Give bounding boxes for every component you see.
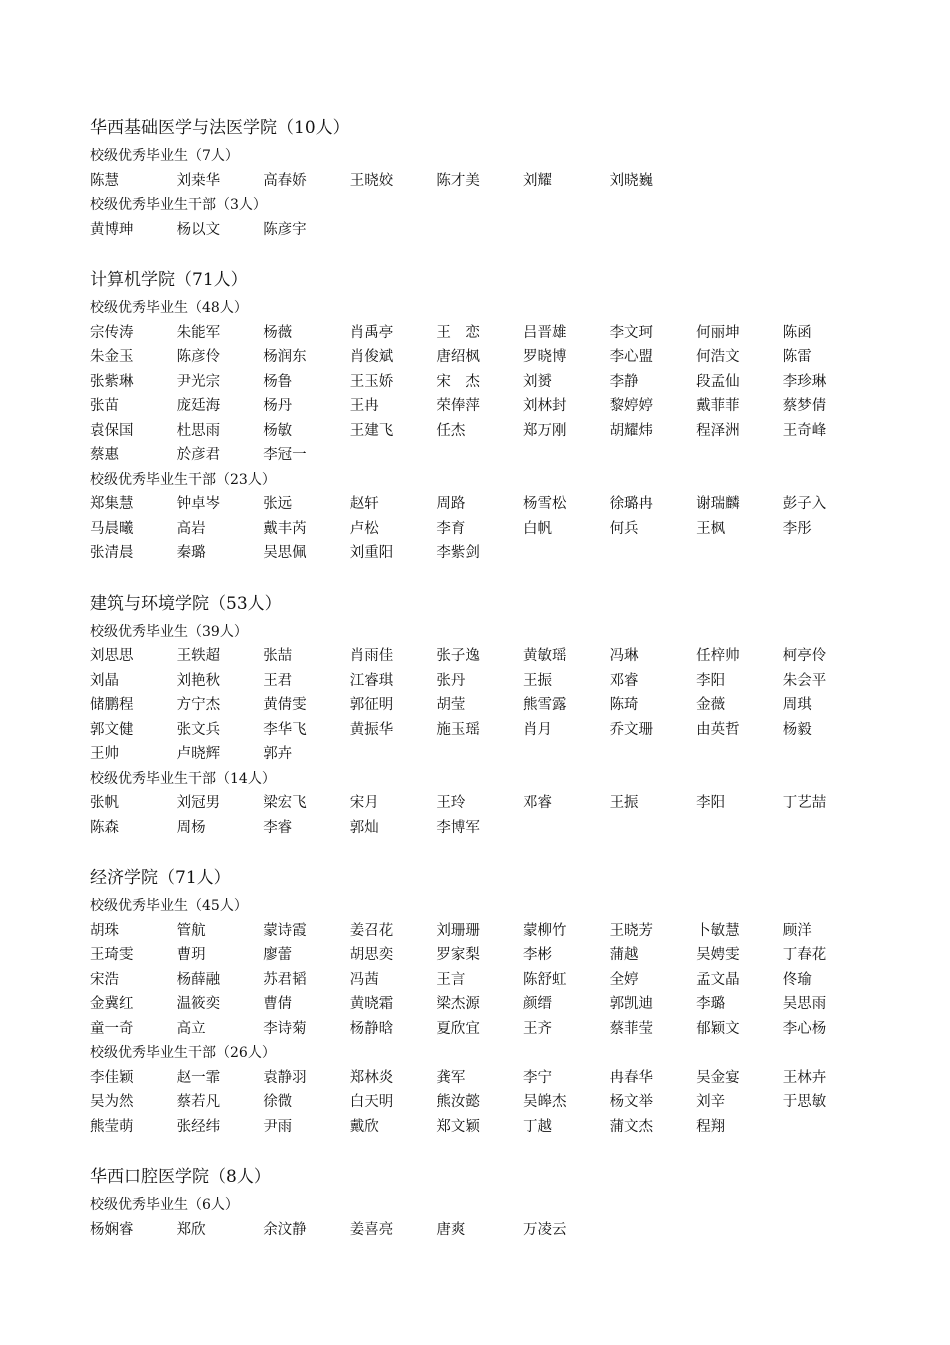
student-name: 杨静晗 (349, 1020, 394, 1037)
student-name: 黄敏瑶 (522, 648, 567, 664)
student-name: 段孟仙 (696, 373, 740, 390)
student-name: 胡珠 (90, 922, 119, 939)
student-name: 黄振华 (349, 721, 394, 738)
student-name: 朱能军 (176, 324, 221, 341)
student-name: 白天明 (349, 1094, 394, 1110)
category-title: 校级优秀毕业生（39人） (90, 623, 248, 640)
name-list (90, 644, 870, 767)
student-name: 高春娇 (263, 172, 307, 189)
college-section (90, 112, 870, 242)
student-name: 蒲文杰 (609, 1118, 654, 1135)
student-name: 卜敏慧 (696, 922, 740, 939)
student-name: 刘桒华 (176, 172, 221, 189)
student-name: 李静 (609, 373, 639, 390)
student-name: 肖俊斌 (349, 349, 394, 365)
student-name: 王林卉 (782, 1069, 827, 1086)
student-name: 佟瑜 (782, 971, 812, 988)
category-title: 校级优秀毕业生（45人） (90, 898, 248, 914)
student-name: 胡耀炜 (609, 422, 654, 439)
student-name: 何浩文 (696, 349, 740, 365)
student-name: 程翔 (696, 1118, 726, 1135)
student-name: 孟文晶 (696, 971, 740, 988)
student-name: 龚军 (436, 1069, 466, 1086)
student-name: 李紫剑 (436, 545, 480, 561)
student-name: 王琦雯 (90, 947, 134, 963)
student-name: 蔡菲莹 (609, 1020, 654, 1037)
student-name: 荣俸萍 (436, 398, 480, 414)
student-name: 王振 (522, 672, 552, 689)
student-name: 陈琦 (609, 697, 639, 713)
student-name: 宋浩 (90, 971, 119, 988)
student-name: 白帆 (522, 520, 552, 537)
student-name: 杨以文 (176, 221, 221, 238)
student-name: 刘辛 (696, 1094, 726, 1110)
student-name: 李文珂 (609, 324, 654, 341)
student-name: 陈才美 (436, 172, 480, 189)
student-name: 梁宏飞 (263, 795, 307, 811)
student-name: 熊汝懿 (436, 1094, 480, 1110)
name-list (90, 169, 870, 194)
student-name: 张苗 (90, 398, 119, 414)
student-name: 李诗菊 (263, 1020, 307, 1037)
student-name: 王振 (609, 795, 639, 811)
student-name: 郑林炎 (349, 1069, 394, 1086)
student-name: 陈森 (90, 819, 119, 836)
student-name: 王玉娇 (349, 373, 394, 390)
student-name: 王晓姣 (349, 172, 394, 189)
student-name: 张帆 (90, 795, 119, 811)
student-name: 何兵 (609, 520, 639, 537)
student-name: 马晨曦 (90, 520, 134, 537)
category-title: 校级优秀毕业生（6人） (90, 1197, 239, 1213)
student-name: 李冠一 (263, 447, 307, 463)
student-name: 吴娉雯 (696, 947, 740, 963)
student-name: 乔文珊 (609, 721, 654, 738)
student-name: 罗家梨 (436, 947, 480, 963)
student-name: 丁春花 (782, 947, 827, 963)
student-name: 刘晶 (90, 672, 119, 689)
student-name: 颜缙 (522, 996, 552, 1012)
student-name: 郭征明 (349, 697, 394, 713)
student-name: 张丹 (436, 672, 466, 689)
student-name: 刘思思 (90, 648, 134, 664)
student-name: 尹光宗 (176, 373, 221, 390)
student-name: 邓睿 (522, 795, 552, 811)
document-body (90, 112, 870, 1264)
student-name: 余汶静 (263, 1221, 307, 1238)
college-section (90, 588, 870, 841)
student-name: 陈舒虹 (522, 971, 567, 988)
student-name: 吴皞杰 (522, 1094, 567, 1110)
student-name: 黄博珅 (90, 221, 134, 238)
student-name: 全婷 (609, 971, 639, 988)
student-name: 王言 (436, 971, 466, 988)
student-name: 丁艺喆 (782, 795, 827, 811)
student-name: 赵轩 (349, 496, 379, 512)
student-name: 郭凯迪 (609, 996, 654, 1012)
student-name: 王君 (263, 672, 293, 689)
student-name: 冉春华 (609, 1069, 654, 1086)
student-name: 戴欣 (349, 1118, 379, 1135)
category-title: 校级优秀毕业生干部（14人） (90, 770, 276, 787)
student-name: 王冉 (349, 398, 379, 414)
student-name: 李彬 (522, 947, 552, 963)
category-title: 校级优秀毕业生干部（23人） (90, 471, 276, 488)
student-name: 蒙诗霞 (263, 922, 307, 939)
student-name: 蔡梦倩 (782, 398, 827, 414)
college-title: 华西基础医学与法医学院（10人） (90, 118, 350, 138)
student-name: 蒙柳竹 (522, 922, 567, 939)
student-name: 蔡若凡 (176, 1094, 221, 1110)
student-name: 施玉瑶 (436, 721, 480, 738)
student-name: 程泽洲 (696, 422, 740, 439)
student-name: 王轶超 (176, 648, 221, 664)
name-list (90, 218, 870, 243)
student-name: 郑文颖 (436, 1118, 480, 1135)
student-name: 张清晨 (90, 545, 134, 561)
student-name: 李宁 (522, 1069, 552, 1086)
student-name: 王晓芳 (609, 922, 654, 939)
college-title: 计算机学院（71人） (90, 270, 248, 290)
student-name: 曹玥 (176, 947, 206, 963)
student-name: 黄倩雯 (263, 697, 307, 713)
student-name: 曹倩 (263, 996, 293, 1012)
name-list (90, 919, 870, 1042)
student-name: 刘重阳 (349, 545, 394, 561)
student-name: 王建飞 (349, 422, 394, 439)
college-section (90, 862, 870, 1139)
student-name: 金冀红 (90, 996, 134, 1012)
student-name: 袁保国 (90, 422, 134, 439)
student-name: 陈雷 (782, 349, 812, 365)
student-name: 任杰 (436, 422, 466, 439)
student-name: 由英哲 (696, 721, 740, 738)
student-name: 姜召花 (349, 922, 394, 939)
student-name: 吴为然 (90, 1094, 134, 1110)
student-name: 陈慧 (90, 172, 119, 189)
student-name: 万凌云 (522, 1221, 567, 1238)
student-name: 李珍琳 (782, 373, 827, 390)
student-name: 朱会平 (782, 672, 827, 689)
student-name: 宋 杰 (436, 373, 480, 390)
student-name: 张喆 (263, 648, 293, 664)
student-name: 李睿 (263, 819, 293, 836)
student-name: 李璐 (696, 996, 726, 1012)
student-name: 唐绍枫 (436, 349, 480, 365)
name-list (90, 1066, 870, 1140)
student-name: 刘艳秋 (176, 672, 221, 689)
student-name: 张子逸 (436, 648, 480, 664)
student-name: 钟卓岑 (176, 496, 221, 512)
student-name: 郑集慧 (90, 496, 134, 512)
student-name: 杨鲁 (263, 373, 293, 390)
student-name: 柯亭伶 (782, 648, 827, 664)
student-name: 周路 (436, 496, 466, 512)
student-name: 吴思佩 (263, 545, 307, 561)
student-name: 李心盟 (609, 349, 654, 365)
student-name: 卢晓辉 (176, 746, 221, 762)
student-name: 宋月 (349, 795, 379, 811)
student-name: 李彤 (782, 520, 812, 537)
student-name: 郭卉 (263, 746, 293, 762)
student-name: 邓睿 (609, 672, 639, 689)
student-name: 陈彦宇 (263, 221, 307, 238)
student-name: 吴金宴 (696, 1069, 740, 1086)
student-name: 廖蕾 (263, 947, 293, 963)
student-name: 肖雨佳 (349, 648, 394, 664)
student-name: 刘冠男 (176, 795, 221, 811)
student-name: 胡思奕 (349, 947, 394, 963)
student-name: 杨丹 (263, 398, 293, 414)
student-name: 任梓帅 (696, 648, 740, 664)
student-name: 黄晓霜 (349, 996, 394, 1012)
student-name: 杨雪松 (522, 496, 567, 512)
student-name: 夏欣宜 (436, 1020, 480, 1037)
category-title: 校级优秀毕业生干部（3人） (90, 197, 267, 213)
student-name: 宗传涛 (90, 324, 134, 341)
college-section (90, 1161, 870, 1242)
student-name: 蒲越 (609, 947, 639, 963)
student-name: 彭子入 (782, 496, 827, 512)
student-name: 方宁杰 (176, 697, 221, 713)
category-title: 校级优秀毕业生（7人） (90, 148, 239, 164)
student-name: 姜喜亮 (349, 1221, 394, 1238)
student-name: 杨薛融 (176, 971, 221, 988)
student-name: 袁静羽 (263, 1069, 307, 1086)
student-name: 黎婷婷 (609, 398, 654, 414)
student-name: 张经纬 (176, 1118, 221, 1135)
student-name: 王玲 (436, 795, 466, 811)
student-name: 李心杨 (782, 1020, 827, 1037)
student-name: 江睿琪 (349, 672, 394, 689)
student-name: 温筱奕 (176, 996, 221, 1012)
student-name: 刘珊珊 (436, 922, 480, 939)
student-name: 谢瑞麟 (696, 496, 740, 512)
student-name: 张紫琳 (90, 373, 134, 390)
student-name: 何丽坤 (696, 324, 740, 341)
name-list (90, 492, 870, 566)
student-name: 朱金玉 (90, 349, 134, 365)
student-name: 蔡惠 (90, 447, 119, 463)
student-name: 张远 (263, 496, 293, 512)
student-name: 戴丰芮 (263, 520, 307, 537)
name-list (90, 1218, 870, 1243)
student-name: 郑万刚 (522, 422, 567, 439)
student-name: 王奇峰 (782, 422, 827, 439)
college-title: 华西口腔医学院（8人） (90, 1167, 271, 1187)
name-list (90, 321, 870, 468)
student-name: 郭灿 (349, 819, 379, 836)
student-name: 高岩 (176, 520, 206, 537)
student-name: 庞廷海 (176, 398, 221, 414)
student-name: 陈函 (782, 324, 812, 341)
category-title: 校级优秀毕业生干部（26人） (90, 1045, 276, 1061)
student-name: 储鹏程 (90, 697, 134, 713)
college-section (90, 264, 870, 566)
student-name: 冯茜 (349, 971, 379, 988)
student-name: 刘耀 (522, 172, 552, 189)
student-name: 熊莹萌 (90, 1118, 134, 1135)
student-name: 郑欣 (176, 1221, 206, 1238)
student-name: 郁颖文 (696, 1020, 740, 1037)
student-name: 李育 (436, 520, 466, 537)
student-name: 丁越 (522, 1118, 552, 1135)
student-name: 肖月 (522, 721, 552, 738)
category-title: 校级优秀毕业生（48人） (90, 300, 248, 316)
student-name: 刘林封 (522, 398, 567, 414)
student-name: 郭文健 (90, 721, 134, 738)
student-name: 金薇 (696, 697, 726, 713)
student-name: 赵一霏 (176, 1069, 221, 1086)
student-name: 於彦君 (176, 447, 221, 463)
student-name: 杨娴睿 (90, 1221, 134, 1238)
student-name: 罗晓博 (522, 349, 567, 365)
student-name: 徐璐冉 (609, 496, 654, 512)
student-name: 顾洋 (782, 922, 812, 939)
student-name: 秦璐 (176, 545, 206, 561)
student-name: 王帅 (90, 746, 119, 762)
student-name: 李阳 (696, 795, 726, 811)
student-name: 杨敏 (263, 422, 293, 439)
college-title: 经济学院（71人） (90, 868, 231, 888)
student-name: 唐爽 (436, 1221, 466, 1238)
student-name: 熊雪露 (522, 697, 567, 713)
student-name: 李博军 (436, 819, 480, 836)
college-title: 建筑与环境学院（53人） (90, 593, 282, 614)
student-name: 尹雨 (263, 1118, 293, 1135)
student-name: 周琪 (782, 697, 812, 713)
student-name: 杨薇 (263, 324, 293, 341)
student-name: 卢松 (349, 520, 379, 537)
student-name: 梁杰源 (436, 996, 480, 1012)
student-name: 杨文举 (609, 1094, 654, 1110)
student-name: 李华飞 (263, 721, 307, 738)
student-name: 管航 (176, 922, 206, 939)
student-name: 杜思雨 (176, 422, 221, 439)
student-name: 刘赟 (522, 373, 552, 390)
student-name: 周杨 (176, 819, 206, 836)
student-name: 吕晋雄 (522, 324, 567, 341)
student-name: 杨润东 (263, 349, 307, 365)
student-name: 李佳颖 (90, 1069, 134, 1086)
student-name: 戴菲菲 (696, 398, 740, 414)
student-name: 刘晓巍 (609, 172, 654, 189)
student-name: 陈彦伶 (176, 349, 221, 365)
student-name: 高立 (176, 1020, 206, 1037)
student-name: 李阳 (696, 672, 726, 689)
student-name: 苏君韬 (263, 971, 307, 988)
student-name: 肖禹亭 (349, 324, 394, 341)
student-name: 冯琳 (609, 648, 639, 664)
student-name: 吴思雨 (782, 996, 827, 1012)
student-name: 杨毅 (782, 721, 812, 738)
student-name: 王枫 (696, 520, 726, 537)
student-name: 徐微 (263, 1094, 293, 1110)
student-name: 王 恋 (436, 324, 480, 341)
student-name: 王齐 (522, 1020, 552, 1037)
student-name: 童一奇 (90, 1020, 134, 1037)
name-list (90, 791, 870, 840)
student-name: 胡莹 (436, 697, 466, 713)
student-name: 于思敏 (782, 1094, 827, 1110)
student-name: 张文兵 (176, 721, 221, 738)
